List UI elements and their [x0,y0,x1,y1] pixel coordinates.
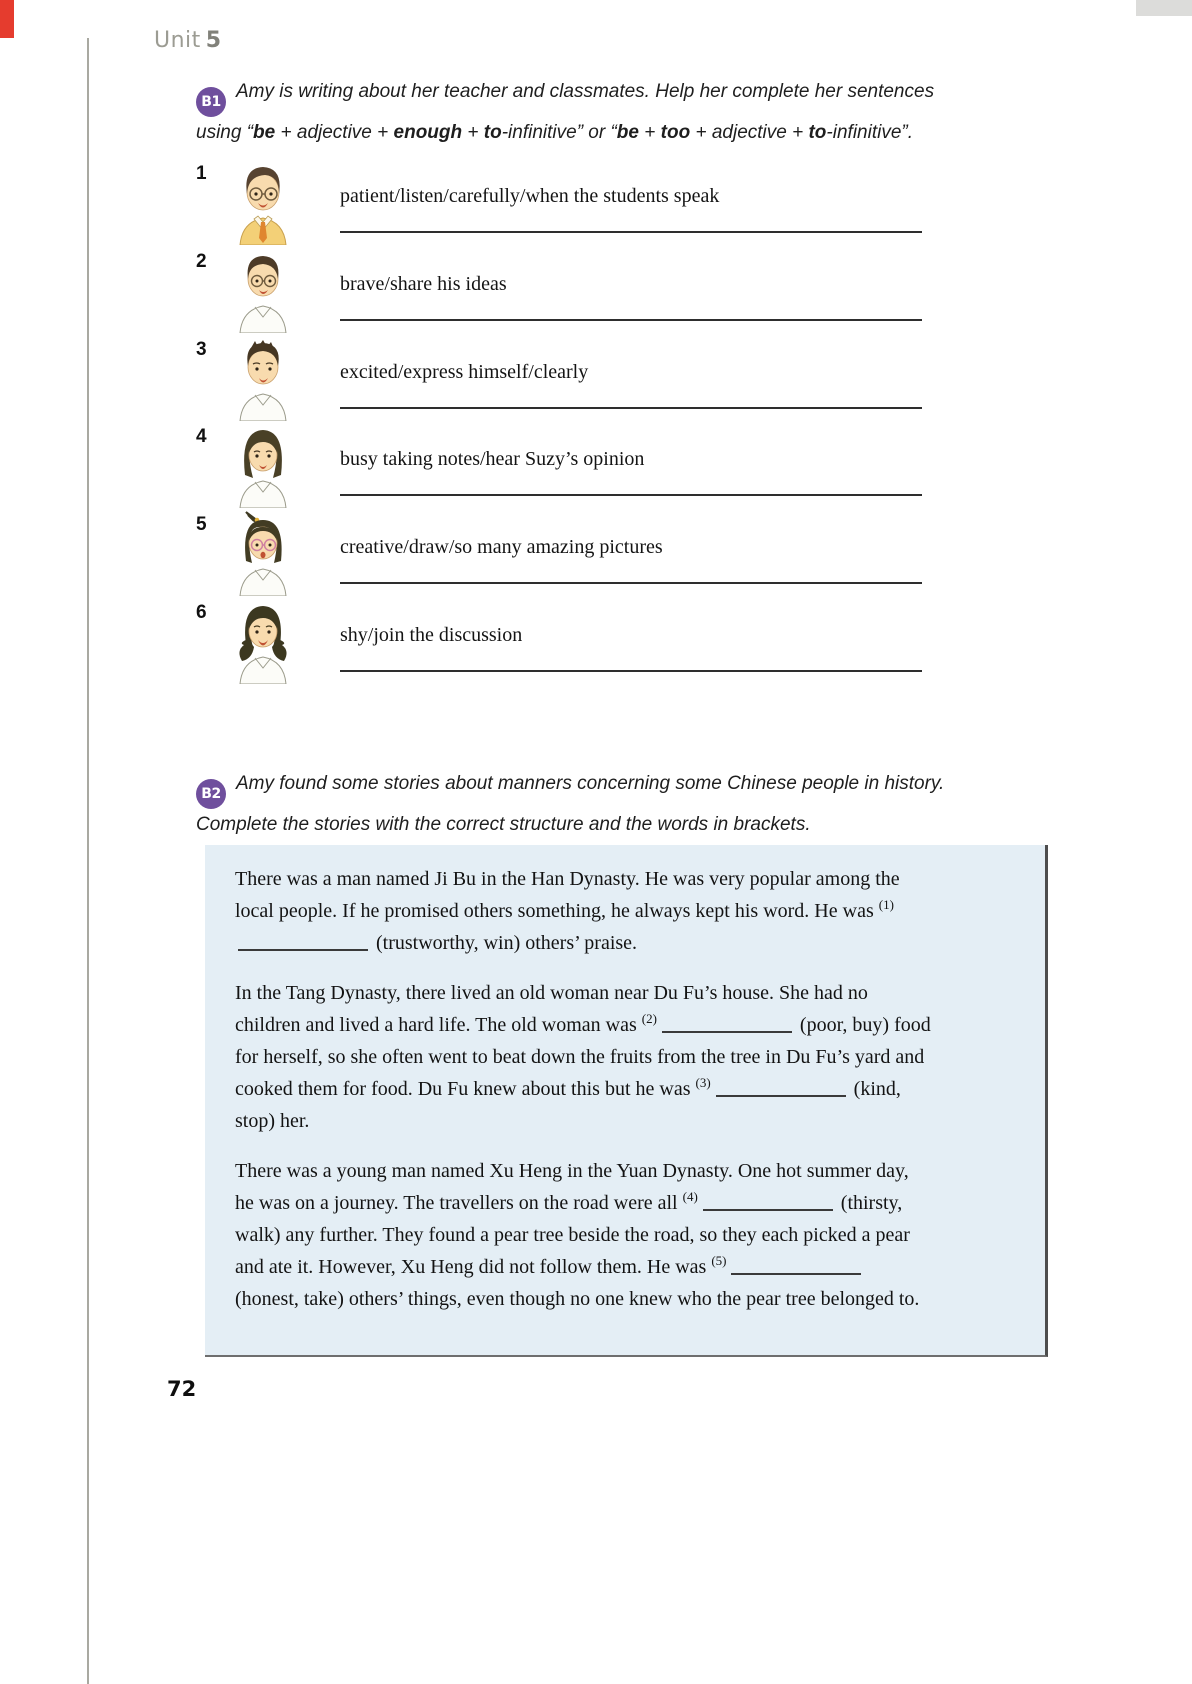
superscript-number: (3) [695,1075,711,1091]
left-margin-rule [87,38,89,1684]
superscript-number: (4) [682,1189,698,1205]
unit-number: 5 [205,28,222,53]
answer-line [340,670,922,672]
story-paragraph [235,1155,932,1315]
item-prompt: creative/draw/so many amazing pictures [340,536,663,558]
red-edge-mark [0,0,14,38]
exercise-b2-badge: B2 [196,779,226,809]
superscript-number: (2) [641,1011,657,1027]
teacher-male-glasses-avatar [228,160,298,245]
exercise-b2-instruction [196,768,960,840]
story-text: (thirsty, walk) any further. They found a pear tree beside the road, so they each picked a pear and ate it. However, Xu Heng did not follow them. He was [235,1192,910,1278]
instruction-text-bold: be [253,122,276,143]
story-text: There was a man named Ji Bu in the Han Dynasty. He was very popular among the local people. If he promised others something, he always kept his word. He was [235,868,900,922]
girl-bob-avatar [228,423,298,508]
superscript-number: (5) [711,1253,727,1269]
boy-avatar [228,336,298,421]
story-paragraph [235,977,932,1137]
boy-glasses-avatar [228,248,298,333]
blank-line [716,1081,846,1097]
instruction-text: + adjective + [690,122,809,143]
item-row [196,336,936,424]
answer-line [340,319,922,321]
unit-header [154,28,222,53]
story-text: There was a young man named Xu Heng in the Yuan Dynasty. One hot summer day, he was on a journey. The travellers on the road were all [235,1160,909,1214]
instruction-text-bold: be [616,122,639,143]
item-number: 1 [196,163,207,184]
item-row [196,511,936,599]
instruction-text: -infinitive”. [826,122,913,143]
item-row [196,599,936,687]
instruction-text-bold: enough [393,122,463,143]
item-number: 4 [196,426,207,447]
unit-label: Unit [154,28,201,53]
instruction-text-bold: to [483,122,502,143]
item-number: 5 [196,514,207,535]
instruction-text-bold: to [808,122,827,143]
item-prompt: shy/join the discussion [340,624,523,646]
item-prompt: patient/listen/carefully/when the students speak [340,185,720,207]
instruction-text-bold: too [660,122,691,143]
answer-line [340,231,922,233]
story-text: (trustworthy, win) others’ praise. [371,932,638,954]
instruction-text: + [638,122,661,143]
instruction-text: Amy is writing about her teacher and classmates. Help her complete her sentences using “ [196,81,935,143]
item-row [196,248,936,336]
instruction-text: + adjective + [275,122,394,143]
story-paragraph [235,863,932,959]
scan-corner-smudge [1136,0,1192,16]
item-prompt: excited/express himself/clearly [340,361,589,383]
blank-line [662,1017,792,1033]
story-note [205,845,1048,1357]
exercise-b1-badge: B1 [196,87,226,117]
story-text: (honest, take) others’ things, even though no one knew who the pear tree belonged to. [235,1288,920,1310]
blank-line [703,1195,833,1211]
item-number: 2 [196,251,207,272]
page-number: 72 [167,1377,197,1401]
item-prompt: brave/share his ideas [340,273,507,295]
instruction-text: + [462,122,484,143]
superscript-number: (1) [878,897,894,913]
girl-pigtails-avatar [228,599,298,684]
item-number: 6 [196,602,207,623]
item-row [196,160,936,248]
exercise-b1-instruction [196,76,954,148]
item-prompt: busy taking notes/hear Suzy’s opinion [340,448,645,470]
answer-line [340,582,922,584]
story-text: (kind, stop) her. [235,1078,901,1132]
story-text: (poor, buy) food for herself, so she often went to beat down the fruits from the tree in Du Fu’s yard and cooked them for food. Du Fu knew about this but he was [235,1014,931,1100]
blank-line [731,1259,861,1275]
item-row [196,423,936,511]
instruction-text: -infinitive” or “ [501,122,617,143]
story-text: In the Tang Dynasty, there lived an old woman near Du Fu’s house. She had no children and lived a hard life. The old woman was [235,982,868,1036]
girl-ponytail-glasses-avatar [228,511,298,596]
answer-line [340,407,922,409]
blank-line [238,935,368,951]
instruction-text: Amy found some stories about manners concerning some Chinese people in history. Complete the stories with the correct structure and the words in brackets. [196,773,945,835]
answer-line [340,494,922,496]
item-number: 3 [196,339,207,360]
